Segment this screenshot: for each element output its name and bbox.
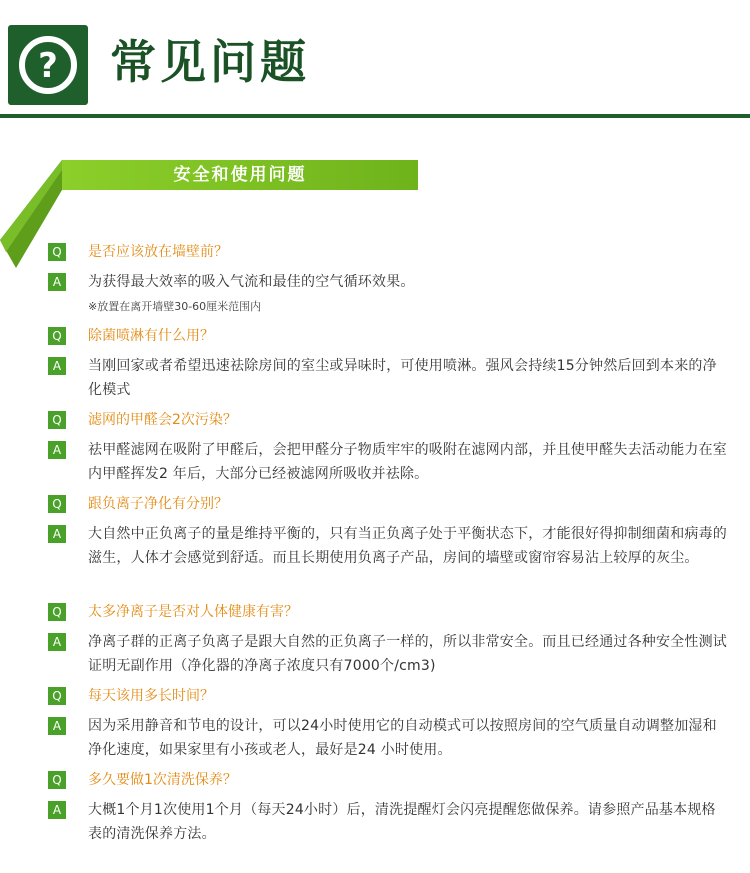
question-badge: Q [48, 687, 66, 705]
question-mark-icon [8, 25, 88, 105]
answer-text: 大概1个月1次使用1个月（每天24小时）后，清洗提醒灯会闪亮提醒您做保养。请参照产品基本规格表的清洗保养方法。 [88, 802, 716, 842]
answer-badge: A [48, 801, 66, 819]
question-text: 是否应该放在墙壁前？ [88, 244, 228, 260]
answer-text: 净离子群的正离子负离子是跟大自然的正负离子一样的，所以非常安全。而且已经通过各种安全性测试证明无副作用（净化器的净离子浓度只有7000个/cm3) [88, 634, 727, 674]
question-text: 每天该用多长时间？ [88, 688, 214, 704]
answer-badge: A [48, 273, 66, 291]
svg-text:?: ? [38, 46, 58, 86]
question-badge: Q [48, 603, 66, 621]
answer-text: 祛甲醛滤网在吸附了甲醛后，会把甲醛分子物质牢牢的吸附在滤网内部，并且使甲醛失去活动能力在室内甲醛挥发2 年后，大部分已经被滤网所吸收并祛除。 [88, 442, 727, 482]
answer-badge: A [48, 357, 66, 375]
answer-text: 当刚回家或者希望迅速祛除房间的室尘或异味时，可使用喷淋。强风会持续15分钟然后回到本来的净化模式 [88, 358, 717, 398]
answer-badge: A [48, 717, 66, 735]
question-badge: Q [48, 327, 66, 345]
answer-badge: A [48, 441, 66, 459]
answer-badge: A [48, 633, 66, 651]
question-badge: Q [48, 411, 66, 429]
page-header [0, 0, 750, 120]
section-title: 安全和使用问题 [173, 165, 307, 185]
answer-text: 为获得最大效率的吸入气流和最佳的空气循环效果。 [88, 274, 415, 290]
question-text: 跟负离子净化有分别？ [88, 496, 228, 512]
question-badge: Q [48, 243, 66, 261]
answer-note: ※放置在离开墙壁30-60厘米范围内 [88, 300, 262, 313]
page-title: 常见问题 [110, 35, 310, 89]
answer-text: 因为采用静音和节电的设计，可以24小时使用它的自动模式可以按照房间的空气质量自动调整加湿和净化速度，如果家里有小孩或老人，最好是24 小时使用。 [88, 718, 717, 758]
question-text: 滤网的甲醛会2次污染？ [88, 412, 237, 428]
question-text: 除菌喷淋有什么用？ [88, 328, 214, 344]
question-text: 太多净离子是否对人体健康有害？ [88, 604, 298, 620]
answer-badge: A [48, 525, 66, 543]
header-divider [0, 114, 750, 118]
question-badge: Q [48, 495, 66, 513]
question-text: 多久要做1次清洗保养？ [88, 772, 237, 788]
question-badge: Q [48, 771, 66, 789]
answer-text: 大自然中正负离子的量是维持平衡的，只有当正负离子处于平衡状态下，才能很好得抑制细菌和病毒的滋生，人体才会感觉到舒适。而且长期使用负离子产品，房间的墙壁或窗帘容易沾上较厚的灰尘。 [88, 526, 727, 566]
